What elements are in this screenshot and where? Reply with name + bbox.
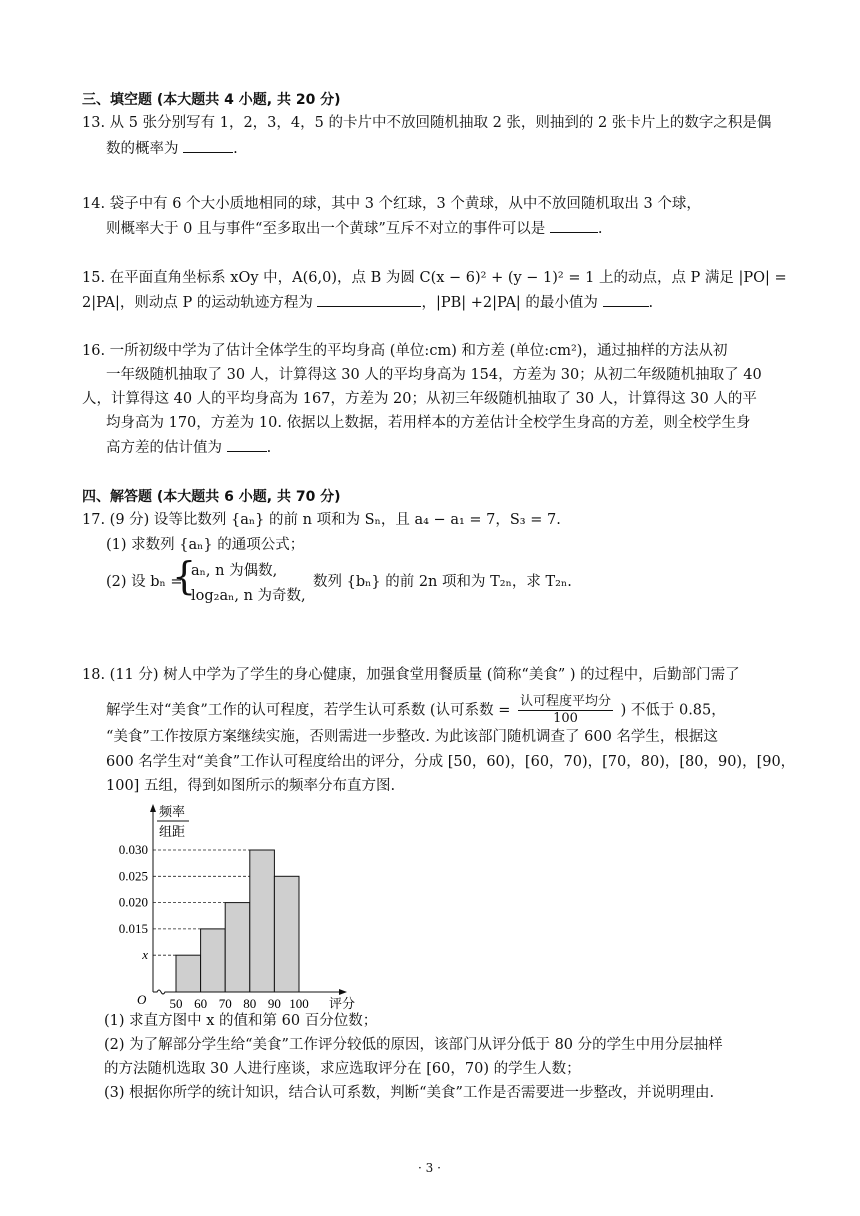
q18-fraction <box>518 694 613 727</box>
q16-answer-blank <box>227 437 267 452</box>
q17-part2-post: 数列 {bₙ} 的前 2n 项和为 T₂ₙ，求 T₂ₙ. <box>313 574 572 590</box>
x-tick-label-100: 100 <box>289 996 309 1010</box>
q18-line3: “美食”工作按原方案继续实施，否则需进一步整改. 为此该部门随机调查了 600 名学生，根据这 <box>106 729 718 745</box>
y-axis-label-denominator: 组距 <box>159 824 186 839</box>
q18-part3: (3) 根据你所学的统计知识，结合认可系数，判断“美食”工作是否需要进一步整改，并说明理由. <box>104 1085 715 1101</box>
q16-line1: 16. 一所初级中学为了估计全体学生的平均身高 (单位:cm) 和方差 (单位:cm²)，通过抽样的方法从初 <box>82 343 728 359</box>
y-tick-label-3: 0.025 <box>118 868 148 884</box>
x-tick-label-90: 90 <box>267 996 281 1010</box>
left-brace: { <box>172 554 197 598</box>
q14-answer-blank <box>550 218 598 233</box>
x-tick-label-60: 60 <box>194 996 208 1010</box>
bar-50-60 <box>176 955 201 992</box>
page-number: · 3 · <box>418 1161 441 1175</box>
y-tick-label-1: 0.015 <box>118 920 148 936</box>
histogram-bars <box>176 850 299 992</box>
x-tick-label-80: 80 <box>243 996 257 1010</box>
y-axis-arrow <box>150 804 156 812</box>
q18-line2 <box>106 694 726 727</box>
section4-heading: 四、解答题 (本大题共 6 小题, 共 70 分) <box>82 489 341 505</box>
q16-line2: 一年级随机抽取了 30 人，计算得这 30 人的平均身高为 154，方差为 30；从初二年级随机抽取了 40 <box>106 367 762 383</box>
q15-line2: 2|PA|，则动点 P 的运动轨迹方程为 ，|PB| +2|PA| 的最小值为 . <box>82 292 653 313</box>
q18-part2a: (2) 为了解部分学生给“美食”工作评分较低的原因，该部门从评分低于 80 分的学生中用分层抽样 <box>104 1037 723 1053</box>
q18-text-post: ) 不低于 0.85， <box>620 702 726 719</box>
bar-90-100 <box>274 876 299 992</box>
q14-text: 则概率大于 0 且与事件“至多取出一个黄球”互斥不对立的事件可以是 <box>106 221 546 237</box>
q13-answer-blank <box>183 138 233 153</box>
q16-line5: 高方差的估计值为 . <box>106 437 271 458</box>
q13-text: 数的概率为 <box>106 141 179 157</box>
q14-line1: 14. 袋子中有 6 个大小质地相同的球，其中 3 个红球，3 个黄球，从中不放回随机取出 3 个球， <box>82 196 701 212</box>
bar-80-90 <box>250 850 275 992</box>
q18-part2b: 的方法随机选取 30 人进行座谈，求应选取评分在 [60，70) 的学生人数； <box>104 1061 581 1077</box>
x-axis-label: 评分 <box>329 996 356 1010</box>
q15-answer-blank-2 <box>603 292 649 307</box>
q18-fraction-numerator: 认可程度平均分 <box>519 694 611 709</box>
q18-fraction-denominator: 100 <box>553 711 578 726</box>
q17-case1: aₙ, n 为偶数, <box>191 563 278 579</box>
q17-case2: log₂aₙ, n 为奇数, <box>191 588 306 604</box>
q15-line1: 15. 在平面直角坐标系 xOy 中，A(6,0)，点 B 为圆 C(x − 6)² + (y − 1)² = 1 上的动点，点 P 满足 |PO| = <box>82 270 787 286</box>
y-axis-label-numerator: 频率 <box>159 804 186 819</box>
q18-part1: (1) 求直方图中 x 的值和第 60 百分位数； <box>104 1013 378 1029</box>
q13-line1: 13. 从 5 张分别写有 1，2，3，4，5 的卡片中不放回随机抽取 2 张，则抽到的 2 张卡片上的数字之积是偶 <box>82 115 772 131</box>
q18-line5: 100] 五组，得到如图所示的频率分布直方图. <box>106 778 396 794</box>
x-tick-label-50: 50 <box>169 996 183 1010</box>
y-tick-label-4: 0.030 <box>118 842 148 857</box>
q18-line4: 600 名学生对“美食”工作认可程度给出的评分，分成 [50，60)，[60，70)，[70，80)，[80，90)，[90， <box>106 754 796 770</box>
q14-line2: 则概率大于 0 且与事件“至多取出一个黄球”互斥不对立的事件可以是 . <box>106 218 603 239</box>
y-tick-label-0: x <box>142 947 148 963</box>
bar-60-70 <box>201 929 226 992</box>
q16-text: 高方差的估计值为 <box>106 440 222 456</box>
section3-heading: 三、填空题 (本大题共 4 小题, 共 20 分) <box>82 92 341 108</box>
q16-line3: 人，计算得这 40 人的平均身高为 167，方差为 20；从初三年级随机抽取了 30 人，计算得这 30 人的平 <box>82 391 757 407</box>
bar-70-80 <box>225 903 250 992</box>
q15-text-a: 2|PA|，则动点 P 的运动轨迹方程为 <box>82 295 313 311</box>
q13-line2: 数的概率为 . <box>106 138 238 159</box>
q17-part2-pre: (2) 设 bₙ = <box>106 574 183 590</box>
q15-text-b: ，|PB| +2|PA| 的最小值为 <box>421 295 598 311</box>
q17-line1: 17. (9 分) 设等比数列 {aₙ} 的前 n 项和为 Sₙ，且 a₄ − a₁ = 7，S₃ = 7. <box>82 512 561 528</box>
y-tick-label-2: 0.020 <box>118 894 148 910</box>
frequency-histogram <box>98 800 368 1010</box>
q18-text-pre: 解学生对“美食”工作的认可程度，若学生认可系数 (认可系数 = <box>106 702 511 719</box>
q17-part1: (1) 求数列 {aₙ} 的通项公式； <box>106 537 305 553</box>
origin-label: O <box>137 992 147 1007</box>
q16-line4: 均身高为 170，方差为 10. 依据以上数据，若用样本的方差估计全校学生身高的方差，则全校学生身 <box>106 415 751 431</box>
q15-answer-blank-1 <box>317 292 421 307</box>
x-axis-arrow <box>339 989 347 995</box>
q18-line1: 18. (11 分) 树人中学为了学生的身心健康，加强食堂用餐质量 (简称“美食” ) 的过程中，后勤部门需了 <box>82 667 740 683</box>
x-tick-label-70: 70 <box>218 996 232 1010</box>
